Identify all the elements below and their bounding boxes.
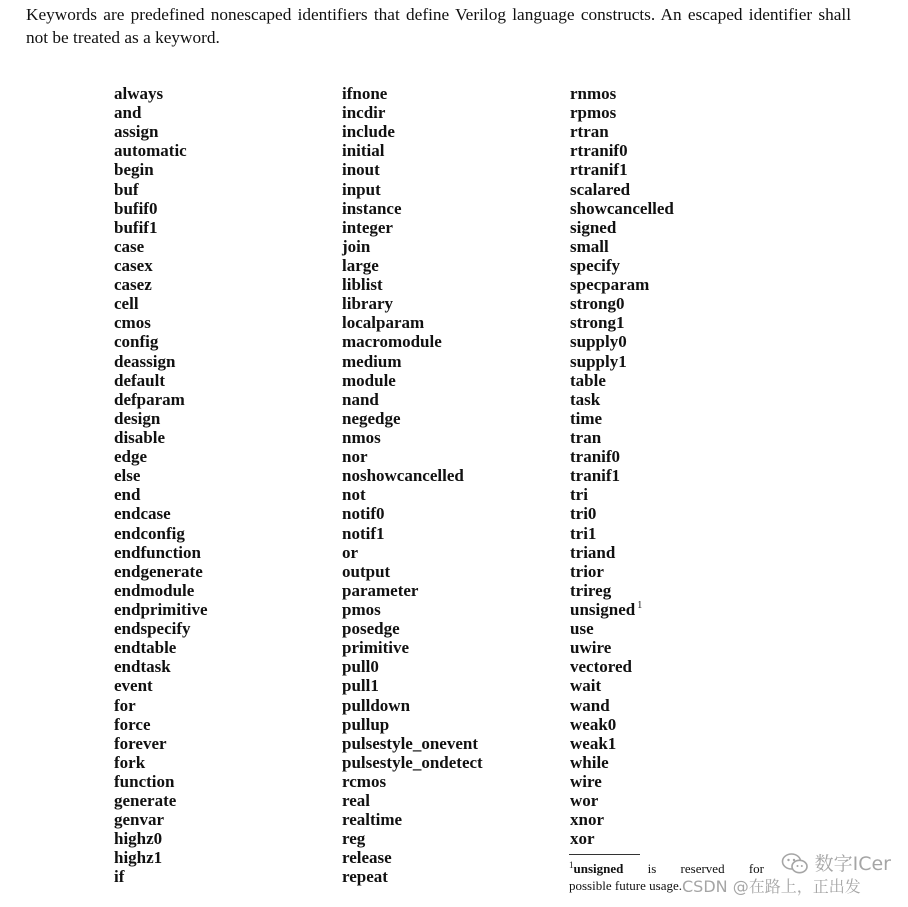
keyword-triand [570, 543, 674, 562]
keyword-text: default [114, 370, 165, 390]
keyword-text: notif0 [342, 504, 385, 524]
keyword-text: defparam [114, 389, 185, 409]
keyword-text: specparam [570, 275, 650, 295]
keyword-text: rcmos [342, 771, 387, 791]
keyword-text: endfunction [114, 542, 201, 562]
keyword-buf [114, 180, 208, 199]
watermark-source: CSDN @在路上，正出发 [682, 877, 861, 896]
keyword-text: weak0 [570, 714, 617, 734]
keyword-text: config [114, 332, 159, 352]
keyword-text: endcase [114, 504, 171, 524]
keyword-genvar [114, 810, 208, 829]
keyword-notif0 [342, 504, 483, 523]
keyword-text: for [114, 695, 136, 715]
keyword-text: tri [570, 485, 588, 505]
keyword-text: scalared [570, 179, 631, 199]
watermark-brand: 数字ICer [814, 853, 891, 875]
keyword-text: else [114, 466, 141, 486]
keyword-text: highz0 [114, 829, 163, 849]
keyword-text: instance [342, 198, 402, 218]
keyword-scalared [570, 180, 674, 199]
keyword-text: end [114, 485, 141, 505]
keyword-inout [342, 160, 483, 179]
keyword-liblist [342, 275, 483, 294]
keyword-rtranif0 [570, 141, 674, 160]
keyword-tran [570, 428, 674, 447]
keyword-text: initial [342, 141, 385, 161]
keyword-else [114, 466, 208, 485]
keyword-text: xnor [570, 810, 604, 830]
keyword-text: medium [342, 351, 402, 371]
keyword-pulsestyle-ondetect [342, 753, 483, 772]
keyword-weak0 [570, 715, 674, 734]
keyword-text: small [570, 236, 609, 256]
keyword-text: pulsestyle_ondetect [342, 752, 483, 772]
keyword-and [114, 103, 208, 122]
keyword-initial [342, 141, 483, 160]
keyword-text: task [570, 389, 601, 409]
keyword-text: include [342, 122, 395, 142]
keyword-text: wand [570, 695, 610, 715]
keyword-text: force [114, 714, 151, 734]
keyword-force [114, 715, 208, 734]
keyword-strong0 [570, 294, 674, 313]
keyword-text: begin [114, 160, 154, 180]
keyword-pull0 [342, 657, 483, 676]
keyword-text: release [342, 848, 392, 868]
keyword-text: automatic [114, 141, 187, 161]
keyword-casex [114, 256, 208, 275]
keyword-text: supply0 [570, 332, 627, 352]
keyword-text: edge [114, 447, 148, 467]
keyword-text: pullup [342, 714, 390, 734]
keyword-endconfig [114, 524, 208, 543]
keyword-function [114, 772, 208, 791]
keyword-text: bufif1 [114, 217, 158, 237]
keyword-posedge [342, 619, 483, 638]
keyword-text: inout [342, 160, 380, 180]
keyword-text: output [342, 561, 391, 581]
keyword-pullup [342, 715, 483, 734]
keyword-text: localparam [342, 313, 425, 333]
keyword-text: endprimitive [114, 599, 208, 619]
keyword-cmos [114, 313, 208, 332]
keyword-text: casex [114, 255, 153, 275]
keyword-real [342, 791, 483, 810]
keyword-parameter [342, 581, 483, 600]
keyword-text: assign [114, 122, 159, 142]
keyword-medium [342, 352, 483, 371]
keyword-text: case [114, 236, 145, 256]
keyword-text: parameter [342, 580, 419, 600]
keyword-text: endtable [114, 638, 177, 658]
footnote-divider [569, 854, 640, 855]
keyword-text: tranif1 [570, 466, 621, 486]
keyword-highz0 [114, 829, 208, 848]
keyword-defparam [114, 390, 208, 409]
keyword-time [570, 409, 674, 428]
keyword-text: tri1 [570, 523, 597, 543]
keyword-strong1 [570, 313, 674, 332]
keyword-endtask [114, 657, 208, 676]
keyword-rnmos [570, 84, 674, 103]
keyword-text: generate [114, 791, 177, 811]
watermark-brand-row [781, 852, 891, 876]
keyword-notif1 [342, 524, 483, 543]
keyword-text: endtask [114, 657, 171, 677]
keyword-text: endconfig [114, 523, 185, 543]
keyword-rtranif1 [570, 160, 674, 179]
keyword-wor [570, 791, 674, 810]
keyword-supply0 [570, 332, 674, 351]
footnote-reference[interactable]: 1 [637, 599, 643, 611]
keyword-default [114, 371, 208, 390]
keyword-include [342, 122, 483, 141]
keyword-text: buf [114, 179, 139, 199]
keyword-tri0 [570, 504, 674, 523]
keyword-text: notif1 [342, 523, 385, 543]
keyword-text: wait [570, 676, 602, 696]
keyword-text: rnmos [570, 84, 617, 103]
keyword-text: trireg [570, 580, 612, 600]
keyword-text: reg [342, 829, 366, 849]
keyword-text: casez [114, 275, 152, 295]
keyword-localparam [342, 313, 483, 332]
keyword-primitive [342, 638, 483, 657]
keyword-not [342, 485, 483, 504]
keyword-forever [114, 734, 208, 753]
keyword-input [342, 180, 483, 199]
keyword-trireg [570, 581, 674, 600]
keyword-ifnone [342, 84, 483, 103]
keyword-pulsestyle-onevent [342, 734, 483, 753]
footnote-keyword-text: unsigned [573, 861, 624, 876]
keyword-text: strong0 [570, 294, 625, 314]
keyword-wand [570, 696, 674, 715]
keyword-tri1 [570, 524, 674, 543]
keyword-pmos [342, 600, 483, 619]
keyword-text: macromodule [342, 332, 442, 352]
keyword-wait [570, 676, 674, 695]
keyword-or [342, 543, 483, 562]
keyword-supply1 [570, 352, 674, 371]
keyword-text: disable [114, 427, 166, 447]
keyword-text: uwire [570, 638, 612, 658]
keyword-text: pmos [342, 599, 381, 619]
keyword-pulldown [342, 696, 483, 715]
keyword-task [570, 390, 674, 409]
keyword-text: wor [570, 791, 599, 811]
keyword-text: real [342, 791, 371, 811]
keyword-uwire [570, 638, 674, 657]
keyword-text: endspecify [114, 619, 191, 639]
keyword-text: triand [570, 542, 616, 562]
keyword-signed [570, 218, 674, 237]
keyword-text: incdir [342, 103, 386, 123]
keyword-while [570, 753, 674, 772]
keyword-text: time [570, 408, 603, 428]
keyword-text: rtranif1 [570, 160, 628, 180]
keyword-tranif1 [570, 466, 674, 485]
keyword-edge [114, 447, 208, 466]
keyword-bufif1 [114, 218, 208, 237]
keyword-module [342, 371, 483, 390]
keyword-end [114, 485, 208, 504]
keyword-text: bufif0 [114, 198, 158, 218]
keyword-text: specify [570, 255, 621, 275]
keyword-use [570, 619, 674, 638]
keyword-text: ifnone [342, 84, 388, 103]
keyword-text: trior [570, 561, 604, 581]
keyword-negedge [342, 409, 483, 428]
watermark [682, 852, 897, 902]
keyword-release [342, 848, 483, 867]
keyword-tri [570, 485, 674, 504]
keyword-case [114, 237, 208, 256]
keyword-endfunction [114, 543, 208, 562]
keyword-text: repeat [342, 867, 388, 887]
keyword-text: genvar [114, 810, 165, 830]
keyword-rcmos [342, 772, 483, 791]
intro-paragraph: Keywords are predefined nonescaped identifiers that define Verilog language constructs. An escaped identifier shall not be treated as a keyword. [26, 5, 851, 47]
keyword-text: rpmos [570, 103, 617, 123]
keyword-unsigned [570, 600, 674, 619]
keyword-text: primitive [342, 638, 410, 658]
keyword-for [114, 696, 208, 715]
keyword-text: showcancelled [570, 198, 674, 218]
keyword-text: or [342, 542, 359, 562]
keyword-text: realtime [342, 810, 403, 830]
footnote-keyword [569, 860, 623, 877]
keyword-text: endgenerate [114, 561, 203, 581]
keyword-output [342, 562, 483, 581]
keyword-endspecify [114, 619, 208, 638]
keyword-text: deassign [114, 351, 176, 371]
keyword-xor [570, 829, 674, 848]
keyword-endgenerate [114, 562, 208, 581]
keyword-nmos [342, 428, 483, 447]
keyword-text: rtran [570, 122, 609, 142]
keyword-repeat [342, 867, 483, 886]
keyword-text: large [342, 255, 379, 275]
keyword-trior [570, 562, 674, 581]
keyword-deassign [114, 352, 208, 371]
keyword-endtable [114, 638, 208, 657]
keyword-text: tri0 [570, 504, 597, 524]
keyword-endcase [114, 504, 208, 523]
keyword-text: design [114, 408, 161, 428]
keyword-text: fork [114, 752, 146, 772]
keyword-fork [114, 753, 208, 772]
keyword-bufif0 [114, 199, 208, 218]
keyword-text: event [114, 676, 153, 696]
keyword-text: always [114, 84, 164, 103]
footnote-word-reserved: reserved [680, 861, 725, 876]
keyword-text: if [114, 867, 125, 887]
keyword-text: highz1 [114, 848, 163, 868]
keyword-text: supply1 [570, 351, 627, 371]
keyword-begin [114, 160, 208, 179]
keyword-pull1 [342, 676, 483, 695]
keyword-text: tranif0 [570, 447, 621, 467]
keyword-text: tran [570, 427, 602, 447]
keyword-design [114, 409, 208, 428]
keyword-nand [342, 390, 483, 409]
keyword-config [114, 332, 208, 351]
keyword-incdir [342, 103, 483, 122]
keyword-automatic [114, 141, 208, 160]
keyword-text: join [342, 236, 371, 256]
footnote-number: 1 [569, 860, 574, 870]
keyword-integer [342, 218, 483, 237]
keyword-text: function [114, 771, 175, 791]
keyword-text: and [114, 103, 142, 123]
keyword-small [570, 237, 674, 256]
keyword-text: rtranif0 [570, 141, 628, 161]
keyword-text: weak1 [570, 733, 617, 753]
keyword-large [342, 256, 483, 275]
keyword-text: posedge [342, 619, 400, 639]
keyword-generate [114, 791, 208, 810]
keyword-weak1 [570, 734, 674, 753]
keyword-vectored [570, 657, 674, 676]
keyword-noshowcancelled [342, 466, 483, 485]
keyword-reg [342, 829, 483, 848]
keyword-specify [570, 256, 674, 275]
keyword-endmodule [114, 581, 208, 600]
keyword-text: nmos [342, 427, 381, 447]
keyword-column-2 [342, 84, 483, 887]
footnote-word-for: for [748, 861, 764, 876]
footnote-line-2: possible future usage. [569, 878, 683, 893]
keyword-text: table [570, 370, 606, 390]
keyword-event [114, 676, 208, 695]
keyword-library [342, 294, 483, 313]
footnote-word-is: is [647, 861, 657, 876]
keyword-text: pull0 [342, 657, 379, 677]
keyword-text: use [570, 619, 594, 639]
keyword-if [114, 867, 208, 886]
wechat-icon [781, 852, 809, 876]
keyword-text: not [342, 485, 366, 505]
keyword-join [342, 237, 483, 256]
keyword-rtran [570, 122, 674, 141]
keyword-showcancelled [570, 199, 674, 218]
keyword-text: strong1 [570, 313, 625, 333]
keyword-cell [114, 294, 208, 313]
keyword-xnor [570, 810, 674, 829]
keyword-text: pulsestyle_onevent [342, 733, 478, 753]
keyword-wire [570, 772, 674, 791]
keyword-tranif0 [570, 447, 674, 466]
keyword-specparam [570, 275, 674, 294]
keyword-text: signed [570, 217, 617, 237]
keyword-realtime [342, 810, 483, 829]
keyword-always [114, 84, 208, 103]
keyword-instance [342, 199, 483, 218]
keyword-text: xor [570, 829, 595, 849]
keyword-nor [342, 447, 483, 466]
keyword-text: pull1 [342, 676, 379, 696]
keyword-text: cell [114, 294, 139, 314]
keyword-text: unsigned [570, 599, 636, 619]
keyword-highz1 [114, 848, 208, 867]
keyword-text: vectored [570, 657, 632, 677]
keyword-assign [114, 122, 208, 141]
keyword-text: pulldown [342, 695, 411, 715]
keyword-text: cmos [114, 313, 151, 333]
keyword-text: endmodule [114, 580, 195, 600]
keyword-table [570, 371, 674, 390]
keyword-text: negedge [342, 408, 401, 428]
keyword-text: while [570, 752, 609, 772]
keyword-text: module [342, 370, 396, 390]
keyword-endprimitive [114, 600, 208, 619]
keyword-text: input [342, 179, 381, 199]
keyword-casez [114, 275, 208, 294]
keyword-disable [114, 428, 208, 447]
keyword-text: library [342, 294, 393, 314]
keyword-macromodule [342, 332, 483, 351]
keyword-text: integer [342, 217, 393, 237]
keyword-column-1 [114, 84, 208, 887]
keyword-text: nor [342, 447, 368, 467]
keyword-text: nand [342, 389, 379, 409]
keyword-column-3 [570, 84, 674, 848]
keyword-text: forever [114, 733, 167, 753]
keyword-rpmos [570, 103, 674, 122]
keyword-text: liblist [342, 275, 383, 295]
keyword-text: wire [570, 771, 602, 791]
keyword-text: noshowcancelled [342, 466, 464, 486]
